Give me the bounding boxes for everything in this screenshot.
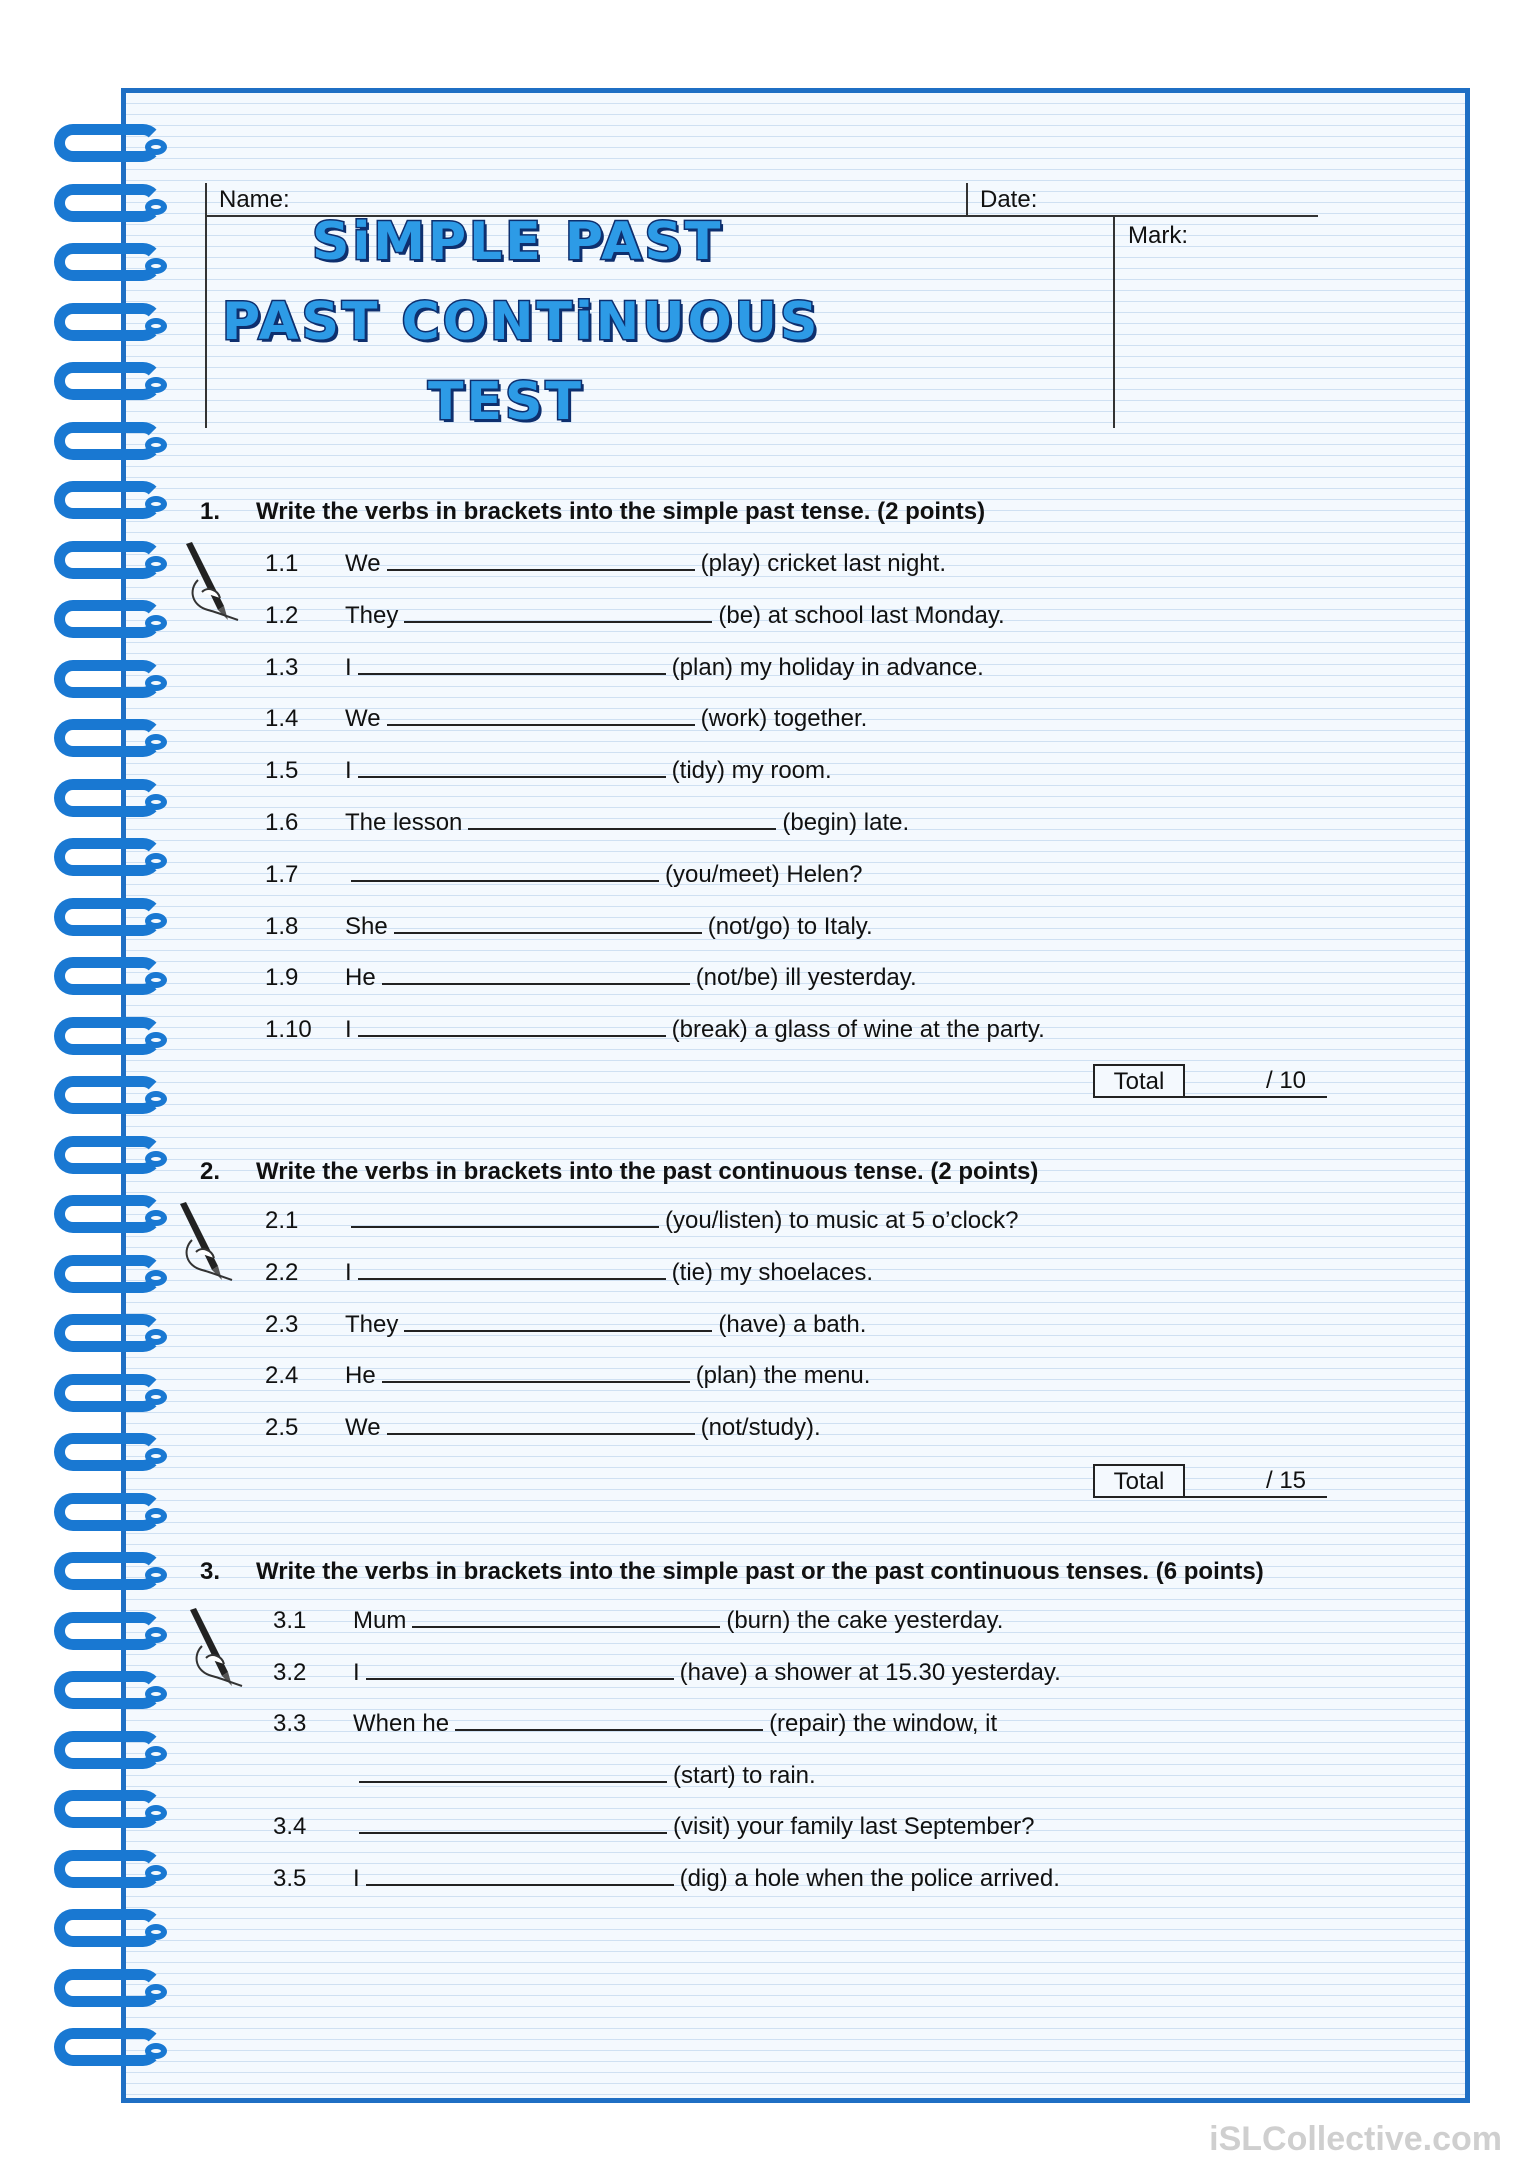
- exercise-item: [265, 547, 946, 578]
- answer-blank[interactable]: [455, 1707, 763, 1731]
- section-number: 1.: [200, 498, 221, 525]
- item-subject: I: [345, 757, 352, 785]
- item-prompt: (dig) a hole when the police arrived.: [679, 1865, 1060, 1892]
- item-prompt: (repair) the window, it: [769, 1710, 998, 1738]
- spiral-ring: [54, 243, 162, 281]
- item-subject: I: [353, 1865, 360, 1892]
- title-line-1: SiMPLE PAST: [312, 212, 724, 272]
- pen-icon: [178, 540, 248, 630]
- total-box-1: Total: [1093, 1064, 1185, 1098]
- item-prompt: (you/listen) to music at 5 o’clock?: [665, 1207, 1019, 1234]
- item-prompt: (plan) my holiday in advance.: [671, 653, 984, 681]
- item-subject: I: [345, 1016, 352, 1044]
- item-subject: I: [345, 653, 352, 681]
- spiral-ring: [54, 1136, 162, 1174]
- answer-blank[interactable]: [358, 1256, 666, 1280]
- total-line-1: [1185, 1096, 1327, 1098]
- answer-blank[interactable]: [358, 651, 666, 675]
- item-subject: They: [345, 601, 399, 629]
- item-number: 2.3: [265, 1310, 299, 1338]
- exercise-item: [265, 702, 867, 733]
- section-instruction: Write the verbs in brackets into the past continuous tense. (2 points): [256, 1158, 1039, 1185]
- spiral-ring: [54, 957, 162, 995]
- item-prompt: (visit) your family last September?: [673, 1813, 1035, 1841]
- exercise-item: [265, 858, 862, 889]
- header-left-rule: [205, 183, 207, 428]
- total-score-2: / 15: [1266, 1467, 1307, 1494]
- section-instruction: Write the verbs in brackets into the simple past tense. (2 points): [256, 498, 986, 525]
- item-number: 1.8: [265, 912, 299, 940]
- spiral-ring: [54, 1671, 162, 1709]
- spiral-ring: [54, 184, 162, 222]
- item-number: 1.6: [265, 809, 299, 836]
- answer-blank[interactable]: [366, 1862, 674, 1886]
- spiral-ring: [54, 541, 162, 579]
- answer-blank[interactable]: [404, 1308, 712, 1332]
- section-1-title: [200, 498, 985, 526]
- answer-blank[interactable]: [366, 1656, 674, 1680]
- spiral-ring: [54, 303, 162, 341]
- item-prompt: (not/study).: [700, 1414, 821, 1442]
- section-instruction: Write the verbs in brackets into the simple past or the past continuous tenses. (6 points): [256, 1558, 1264, 1585]
- spiral-ring: [54, 2028, 162, 2066]
- item-prompt: (burn) the cake yesterday.: [726, 1607, 1004, 1634]
- section-2-title: [200, 1158, 1038, 1186]
- answer-blank[interactable]: [351, 1204, 659, 1228]
- item-subject: We: [345, 1414, 381, 1442]
- exercise-item: [273, 1707, 997, 1738]
- total-score-1: / 10: [1266, 1067, 1307, 1094]
- item-subject: I: [345, 1258, 352, 1286]
- item-number: 2.5: [265, 1414, 299, 1442]
- item-prompt: (play) cricket last night.: [700, 550, 946, 577]
- item-number: 3.3: [273, 1710, 307, 1738]
- answer-blank[interactable]: [404, 599, 712, 623]
- item-subject: He: [345, 1362, 376, 1390]
- item-subject: The lesson: [345, 809, 463, 836]
- watermark: iSLCollective.com: [1209, 2120, 1502, 2158]
- exercise-item: [265, 910, 873, 941]
- pen-icon: [172, 1200, 242, 1290]
- item-prompt: (tie) my shoelaces.: [671, 1258, 874, 1286]
- spiral-ring: [54, 838, 162, 876]
- item-number: 1.3: [265, 653, 299, 681]
- item-prompt: (break) a glass of wine at the party.: [671, 1016, 1045, 1044]
- spiral-ring: [54, 1255, 162, 1293]
- answer-blank[interactable]: [358, 754, 666, 778]
- spiral-ring: [54, 1969, 162, 2007]
- section-3-title: [200, 1558, 1264, 1586]
- item-prompt: (work) together.: [700, 705, 868, 733]
- item-subject: He: [345, 964, 376, 992]
- item-subject: We: [345, 705, 381, 733]
- item-subject: She: [345, 912, 388, 940]
- item-number: 1.9: [265, 964, 299, 992]
- answer-blank[interactable]: [358, 1013, 666, 1037]
- pen-icon: [182, 1606, 252, 1696]
- spiral-ring: [54, 1195, 162, 1233]
- item-subject: Mum: [353, 1607, 407, 1634]
- exercise-item: [265, 599, 1005, 630]
- item-number: 1.10: [265, 1016, 312, 1044]
- exercise-item: [273, 1862, 1060, 1893]
- spiral-ring: [54, 1850, 162, 1888]
- section-number: 3.: [200, 1558, 221, 1585]
- exercise-item: [265, 961, 917, 992]
- item-prompt: (have) a shower at 15.30 yesterday.: [679, 1658, 1061, 1686]
- section-number: 2.: [200, 1158, 221, 1185]
- item-prompt: (not/go) to Italy.: [707, 912, 873, 940]
- item-number: 1.7: [265, 860, 299, 888]
- exercise-item: [265, 754, 832, 785]
- item-number: 3.5: [273, 1865, 307, 1892]
- exercise-item: [265, 1256, 873, 1287]
- exercise-item: [265, 1204, 1018, 1235]
- spiral-ring: [54, 1909, 162, 1947]
- spiral-ring: [54, 422, 162, 460]
- answer-blank[interactable]: [387, 547, 695, 571]
- answer-blank[interactable]: [359, 1759, 667, 1783]
- spiral-ring: [54, 1433, 162, 1471]
- item-number: 3.1: [273, 1607, 307, 1634]
- item-subject: They: [345, 1310, 399, 1338]
- answer-blank[interactable]: [387, 1411, 695, 1435]
- item-number: 3.2: [273, 1658, 307, 1686]
- answer-blank[interactable]: [387, 702, 695, 726]
- spiral-ring: [54, 1790, 162, 1828]
- item-subject: I: [353, 1658, 360, 1686]
- item-number: 1.4: [265, 705, 299, 733]
- exercise-item: [265, 1411, 821, 1442]
- answer-blank[interactable]: [382, 961, 690, 985]
- spiral-ring: [54, 1076, 162, 1114]
- exercise-item: [273, 1759, 816, 1790]
- answer-blank[interactable]: [382, 1359, 690, 1383]
- spiral-ring: [54, 362, 162, 400]
- exercise-item: [273, 1810, 1034, 1841]
- mark-divider: [1113, 217, 1115, 428]
- item-prompt: (begin) late.: [782, 809, 910, 836]
- name-label: Name:: [219, 186, 290, 213]
- header-divider: [966, 183, 968, 215]
- spiral-ring: [54, 481, 162, 519]
- item-prompt: (be) at school last Monday.: [718, 601, 1005, 629]
- item-number: 2.2: [265, 1258, 299, 1286]
- answer-blank[interactable]: [351, 858, 659, 882]
- exercise-item: [265, 651, 984, 682]
- item-number: 2.4: [265, 1362, 299, 1390]
- spiral-ring: [54, 660, 162, 698]
- spiral-ring: [54, 1612, 162, 1650]
- exercise-item: [273, 1656, 1061, 1687]
- item-number: 3.4: [273, 1813, 307, 1841]
- answer-blank[interactable]: [359, 1810, 667, 1834]
- spiral-ring: [54, 719, 162, 757]
- item-prompt: (plan) the menu.: [695, 1362, 871, 1390]
- item-prompt: (have) a bath.: [718, 1310, 867, 1338]
- exercise-item: [265, 1308, 866, 1339]
- item-prompt: (start) to rain.: [673, 1761, 816, 1789]
- spiral-ring: [54, 600, 162, 638]
- exercise-item: [273, 1604, 1003, 1635]
- item-prompt: (not/be) ill yesterday.: [695, 964, 917, 992]
- spiral-ring: [54, 1552, 162, 1590]
- title-line-2: PAST CONTiNUOUS: [222, 292, 821, 352]
- item-prompt: (you/meet) Helen?: [665, 860, 863, 888]
- answer-blank[interactable]: [468, 806, 776, 830]
- title-line-3: TEST: [428, 372, 584, 432]
- spiral-ring: [54, 1374, 162, 1412]
- total-line-2: [1185, 1496, 1327, 1498]
- spiral-ring: [54, 1314, 162, 1352]
- total-box-2: Total: [1093, 1464, 1185, 1498]
- item-subject: When he: [353, 1710, 450, 1738]
- spiral-ring: [54, 1017, 162, 1055]
- item-number: 1.2: [265, 601, 299, 629]
- item-subject: We: [345, 550, 381, 577]
- spiral-ring: [54, 898, 162, 936]
- spiral-ring: [54, 1493, 162, 1531]
- item-number: 1.1: [265, 550, 299, 577]
- spiral-ring: [54, 124, 162, 162]
- exercise-item: [265, 1359, 870, 1390]
- mark-label: Mark:: [1128, 222, 1188, 249]
- spiral-ring: [54, 1731, 162, 1769]
- spiral-ring: [54, 779, 162, 817]
- answer-blank[interactable]: [412, 1604, 720, 1628]
- exercise-item: [265, 806, 909, 837]
- date-label: Date:: [980, 186, 1038, 213]
- item-number: 1.5: [265, 757, 299, 785]
- exercise-item: [265, 1013, 1045, 1044]
- item-prompt: (tidy) my room.: [671, 757, 832, 785]
- answer-blank[interactable]: [394, 910, 702, 934]
- item-number: 2.1: [265, 1207, 299, 1234]
